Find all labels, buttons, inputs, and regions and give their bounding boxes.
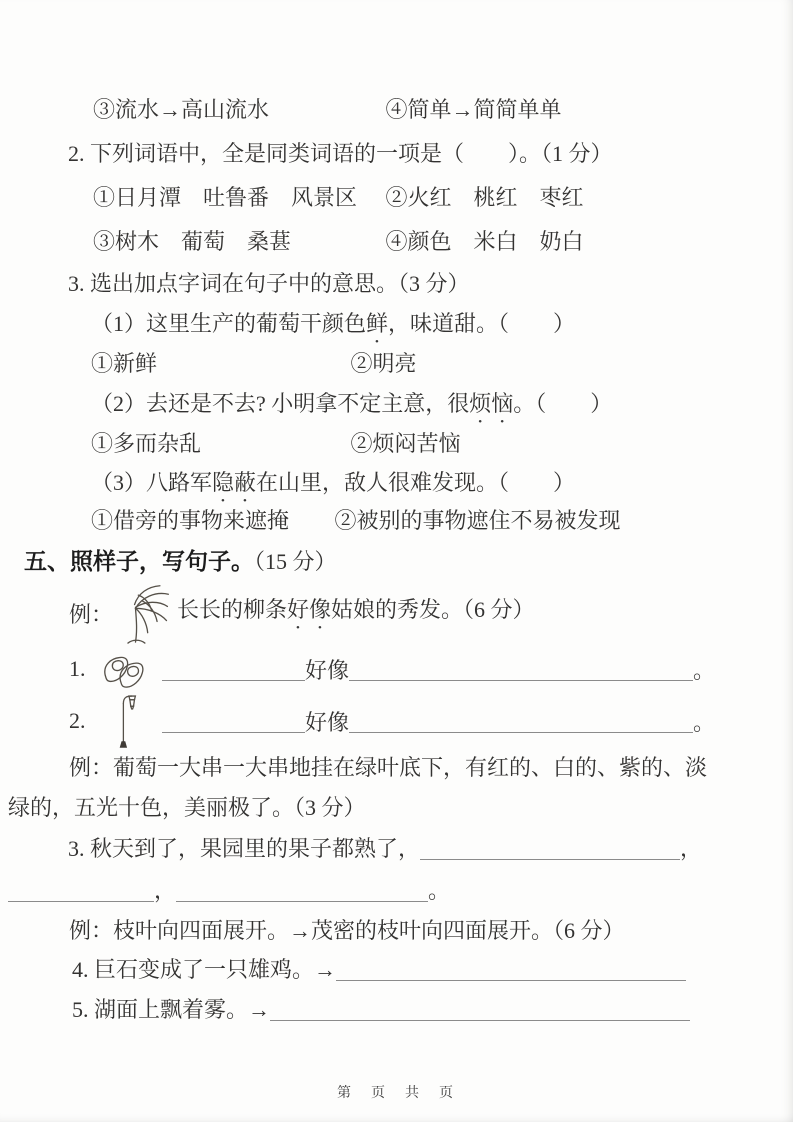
section5-title-text: 五、照样子，写句子。 — [24, 548, 254, 574]
fill-blank-item-5 — [0, 990, 793, 1030]
answer-blank — [420, 837, 680, 860]
item2-connector: 好像 — [305, 709, 350, 735]
q3-sub2-option-1: ①多而杂乱 — [91, 431, 202, 456]
q2-option-4: ④颜色 米白 奶白 — [385, 229, 584, 254]
section5-title — [0, 540, 793, 582]
q1-option-4: ④简单→简简单单 — [385, 97, 562, 122]
q3-sub1-options — [0, 344, 793, 384]
q2-options-row-2 — [0, 220, 793, 264]
answer-blank — [8, 879, 154, 902]
example1-pre: 长长的柳条 — [177, 596, 288, 622]
q3-sub1-dotted-word: 鲜 — [366, 311, 389, 336]
answer-blank — [349, 658, 693, 681]
answer-blank — [336, 958, 686, 981]
q2-option-3: ③树木 葡萄 桑葚 — [93, 229, 292, 254]
q3-sub1-post: ，味道甜。（ ） — [388, 311, 576, 336]
example1-post: 姑娘的秀发。（6 分） — [331, 596, 535, 622]
q3-sub2-post: 。（ ） — [513, 391, 613, 416]
q2-option-2: ②火红 桃红 枣红 — [385, 185, 584, 210]
answer-blank — [162, 658, 305, 681]
shoes-illustration — [98, 648, 158, 690]
item1-number: 1. — [69, 656, 86, 681]
q3-sub3-dotted-word: 隐蔽 — [212, 470, 257, 495]
item4-stem: 4. 巨石变成了一只雄鸡。→ — [72, 957, 337, 982]
q3-sub3-option-2: ②被别的事物遮住不易被发现 — [334, 508, 621, 533]
item1-fill-line — [162, 654, 715, 685]
item3-comma-1: ， — [680, 836, 703, 861]
item3-period: 。 — [428, 878, 451, 903]
fill-blank-item-3-line1 — [0, 828, 793, 870]
q1-option-3: ③流水→高山流水 — [93, 97, 270, 122]
page-footer: 第 页 共 页 — [337, 1084, 456, 1100]
item2-fill-line — [162, 706, 715, 737]
q3-sub1-option-2: ②明亮 — [350, 351, 417, 376]
q3-sub3-sentence — [0, 464, 793, 502]
answer-blank — [162, 710, 305, 733]
q3-sub3-options — [0, 502, 793, 540]
q2-options-row-1 — [0, 176, 793, 220]
q3-sub1-option-1: ①新鲜 — [91, 351, 158, 376]
q3-sub3-pre: （3）八路军 — [91, 470, 213, 495]
q3-sub2-pre: （2）去还是不去? 小明拿不定主意，很 — [91, 391, 470, 416]
section5-example-2-line1: 例：葡萄一大串一大串地挂在绿叶底下，有红的、白的、紫的、淡 — [69, 755, 708, 780]
section5-example-2-line2: 绿的，五光十色，美丽极了。（3 分） — [8, 795, 366, 820]
item1-connector: 好像 — [305, 657, 350, 683]
fill-blank-item-1 — [0, 644, 793, 694]
q3-sub1-pre: （1）这里生产的葡萄干颜色 — [91, 311, 367, 336]
section5-title-score: （15 分） — [254, 549, 337, 574]
item1-period: 。 — [693, 657, 716, 683]
q2-option-1: ①日月潭 吐鲁番 风景区 — [93, 185, 358, 210]
item3-comma-2: ， — [154, 878, 177, 903]
street-lamp-illustration — [98, 692, 158, 750]
section5-example-1 — [0, 582, 793, 644]
example1-dotted-word: 好像 — [287, 596, 332, 622]
fill-blank-item-3-line2 — [0, 870, 793, 912]
q3-sub3-option-1: ①借旁的事物来遮掩 — [91, 508, 290, 533]
item5-stem: 5. 湖面上飘着雾。→ — [72, 997, 271, 1022]
q3-sub2-sentence — [0, 384, 793, 424]
q2-stem: 2. 下列词语中，全是同类词语的一项是（ ）。（1 分） — [68, 141, 613, 166]
example-label: 例： — [69, 601, 114, 627]
q3-sub2-dotted-word: 烦恼 — [469, 391, 514, 416]
q3-stem: 3. 选出加点字词在句子中的意思。（3 分） — [68, 271, 470, 296]
item3-stem: 3. 秋天到了，果园里的果子都熟了， — [68, 836, 421, 861]
q3-sub3-post: 在山里，敌人很难发现。（ ） — [256, 470, 576, 495]
example-sentence — [177, 593, 535, 634]
q3-sub2-option-2: ②烦闷苦恼 — [350, 431, 461, 456]
item2-period: 。 — [693, 709, 716, 735]
fill-blank-item-2 — [0, 694, 793, 748]
item2-number: 2. — [69, 708, 86, 733]
q3-sub1-sentence — [0, 304, 793, 344]
answer-blank — [349, 710, 693, 733]
q1-options-row — [0, 88, 793, 132]
willow-tree-illustration — [113, 582, 173, 644]
answer-blank — [176, 879, 428, 902]
answer-blank — [270, 998, 690, 1021]
q3-sub2-options — [0, 424, 793, 464]
section5-example-3: 例：枝叶向四面展开。→茂密的枝叶向四面展开。（6 分） — [69, 918, 625, 943]
fill-blank-item-4 — [0, 950, 793, 990]
